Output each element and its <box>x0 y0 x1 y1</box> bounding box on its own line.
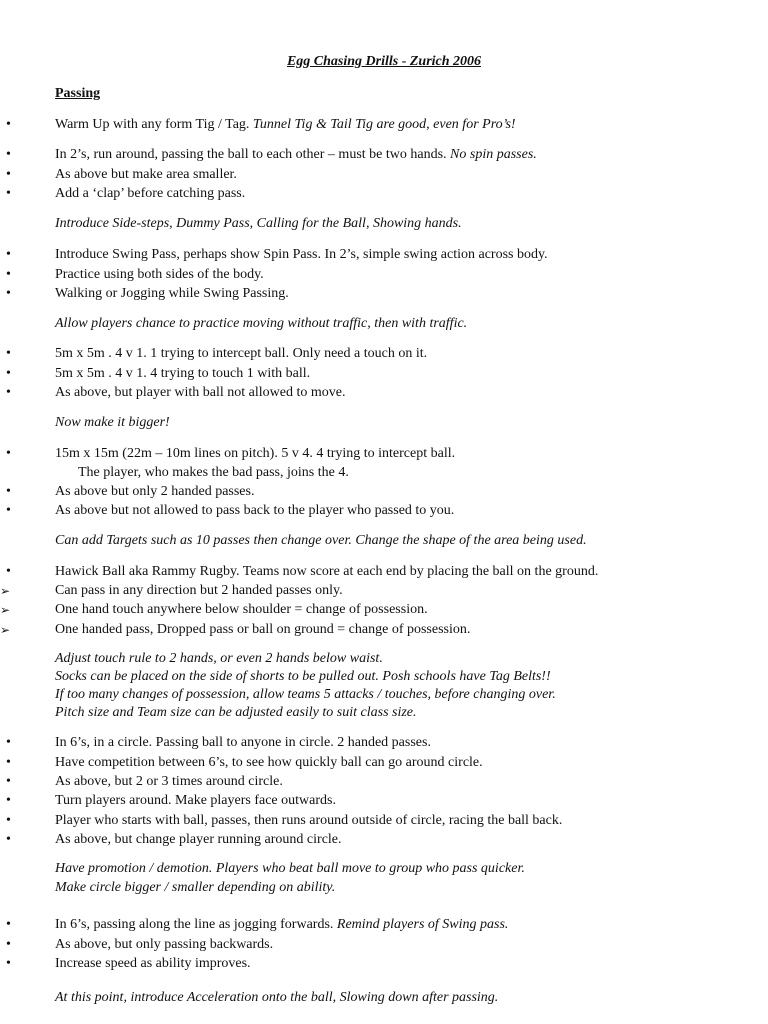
list-item <box>55 166 237 184</box>
arrow-bullet-icon: ➢ <box>0 623 11 637</box>
instruction-note: Pitch size and Team size can be adjusted easily to suit class size. <box>55 705 417 720</box>
instruction-note: Allow players chance to practice moving without traffic, then with traffic. <box>55 316 468 331</box>
list-item <box>55 621 470 639</box>
instruction-note: If too many changes of possession, allow teams 5 attacks / touches, before changing over. <box>55 687 556 702</box>
list-item-text: One hand touch anywhere below shoulder = change of possession. <box>55 602 428 617</box>
list-item <box>55 502 454 520</box>
bullet-icon: • <box>6 247 11 262</box>
list-item-text: As above but make area smaller. <box>55 167 237 182</box>
list-item-text: 5m x 5m . 4 v 1. 1 trying to intercept ball. Only need a touch on it. <box>55 346 428 361</box>
list-item-text: As above, but 2 or 3 times around circle. <box>55 774 283 789</box>
bullet-icon: • <box>6 937 11 952</box>
list-item-text: In 2’s, run around, passing the ball to each other – must be two hands. <box>55 147 447 162</box>
arrow-bullet-icon: ➢ <box>0 603 11 617</box>
bullet-icon: • <box>6 832 11 847</box>
list-item-text: Add a ‘clap’ before catching pass. <box>55 186 246 201</box>
bullet-icon: • <box>6 956 11 971</box>
list-item <box>55 831 342 849</box>
list-item <box>55 601 428 619</box>
list-item-text: Increase speed as ability improves. <box>55 956 251 971</box>
list-item-text: 5m x 5m . 4 v 1. 4 trying to touch 1 with ball. <box>55 366 311 381</box>
document-title: Egg Chasing Drills - Zurich 2006 <box>286 54 482 69</box>
list-item-text: Have competition between 6’s, to see how quickly ball can go around circle. <box>55 755 483 770</box>
list-item-text: As above, but player with ball not allowed to move. <box>55 385 346 400</box>
instruction-note: Socks can be placed on the side of shorts to be pulled out. Posh schools have Tag Belts!! <box>55 669 551 684</box>
instruction-note: Can add Targets such as 10 passes then change over. Change the shape of the area being used. <box>55 533 587 548</box>
section-heading: Passing <box>55 86 101 101</box>
bullet-icon: • <box>6 267 11 282</box>
list-item-text: As above, but only passing backwards. <box>55 937 274 952</box>
list-item-text: Turn players around. Make players face outwards. <box>55 793 336 808</box>
list-item-text: Introduce Swing Pass, perhaps show Spin Pass. In 2’s, simple swing action across body. <box>55 247 548 262</box>
list-item <box>55 266 264 284</box>
list-item <box>55 563 598 581</box>
list-item <box>55 936 273 954</box>
list-item-text: As above but only 2 handed passes. <box>55 484 255 499</box>
bullet-icon: • <box>6 793 11 808</box>
list-item-text: Walking or Jogging while Swing Passing. <box>55 286 289 301</box>
bullet-icon: • <box>6 147 11 162</box>
list-item <box>55 792 336 810</box>
bullet-icon: • <box>6 446 11 461</box>
list-item <box>55 734 431 752</box>
list-item-text: Hawick Ball aka Rammy Rugby. Teams now score at each end by placing the ball on the ground. <box>55 564 599 579</box>
list-item <box>55 773 283 791</box>
list-item-emphasis: Remind players of Swing pass. <box>336 917 509 932</box>
bullet-icon: • <box>6 564 11 579</box>
list-item-text: In 6’s, passing along the line as jogging forwards. <box>55 917 334 932</box>
list-item <box>55 116 516 134</box>
bullet-icon: • <box>6 503 11 518</box>
instruction-note: Adjust touch rule to 2 hands, or even 2 hands below waist. <box>55 651 383 666</box>
bullet-icon: • <box>6 813 11 828</box>
list-item <box>55 285 289 303</box>
list-item-text: As above, but change player running around circle. <box>55 832 342 847</box>
list-item-text: Can pass in any direction but 2 handed passes only. <box>55 583 343 598</box>
list-item-text: Player who starts with ball, passes, then runs around outside of circle, racing the ball back. <box>55 813 563 828</box>
instruction-note: Make circle bigger / smaller depending on ability. <box>55 880 336 895</box>
bullet-icon: • <box>6 735 11 750</box>
list-item <box>55 345 427 363</box>
list-item <box>55 812 562 830</box>
list-item <box>55 185 245 203</box>
list-item-text: In 6’s, in a circle. Passing ball to anyone in circle. 2 handed passes. <box>55 735 431 750</box>
bullet-icon: • <box>6 167 11 182</box>
bullet-icon: • <box>6 484 11 499</box>
list-item-text: One handed pass, Dropped pass or ball on ground = change of possession. <box>55 622 471 637</box>
list-item-text: As above but not allowed to pass back to the player who passed to you. <box>55 503 455 518</box>
bullet-icon: • <box>6 917 11 932</box>
bullet-icon: • <box>6 186 11 201</box>
bullet-icon: • <box>6 755 11 770</box>
list-item <box>55 246 548 264</box>
bullet-icon: • <box>6 774 11 789</box>
instruction-note: Now make it bigger! <box>55 415 170 430</box>
list-item <box>55 955 251 973</box>
list-item-text: Practice using both sides of the body. <box>55 267 264 282</box>
bullet-icon: • <box>6 366 11 381</box>
list-item <box>55 384 345 402</box>
list-item <box>55 754 483 772</box>
list-item <box>55 483 254 501</box>
list-item-text: Warm Up with any form Tig / Tag. <box>55 117 250 132</box>
bullet-icon: • <box>6 385 11 400</box>
list-item-emphasis: Tunnel Tig & Tail Tig are good, even for Pro’s! <box>252 117 516 132</box>
list-item <box>55 365 310 383</box>
instruction-note: Introduce Side-steps, Dummy Pass, Calling for the Ball, Showing hands. <box>55 216 462 231</box>
instruction-note: At this point, introduce Acceleration onto the ball, Slowing down after passing. <box>55 990 499 1005</box>
list-item-text: 15m x 15m (22m – 10m lines on pitch). 5 v 4. 4 trying to intercept ball. <box>55 446 456 461</box>
bullet-icon: • <box>6 346 11 361</box>
list-item <box>55 146 537 164</box>
arrow-bullet-icon: ➢ <box>0 584 11 598</box>
bullet-icon: • <box>6 286 11 301</box>
list-item <box>55 916 508 934</box>
bullet-icon: • <box>6 117 11 132</box>
list-item <box>55 582 343 600</box>
instruction-note: Have promotion / demotion. Players who beat ball move to group who pass quicker. <box>55 861 525 876</box>
list-item-emphasis: No spin passes. <box>450 147 537 162</box>
list-item <box>55 445 455 463</box>
list-item-continuation: The player, who makes the bad pass, joins the 4. <box>78 465 349 480</box>
